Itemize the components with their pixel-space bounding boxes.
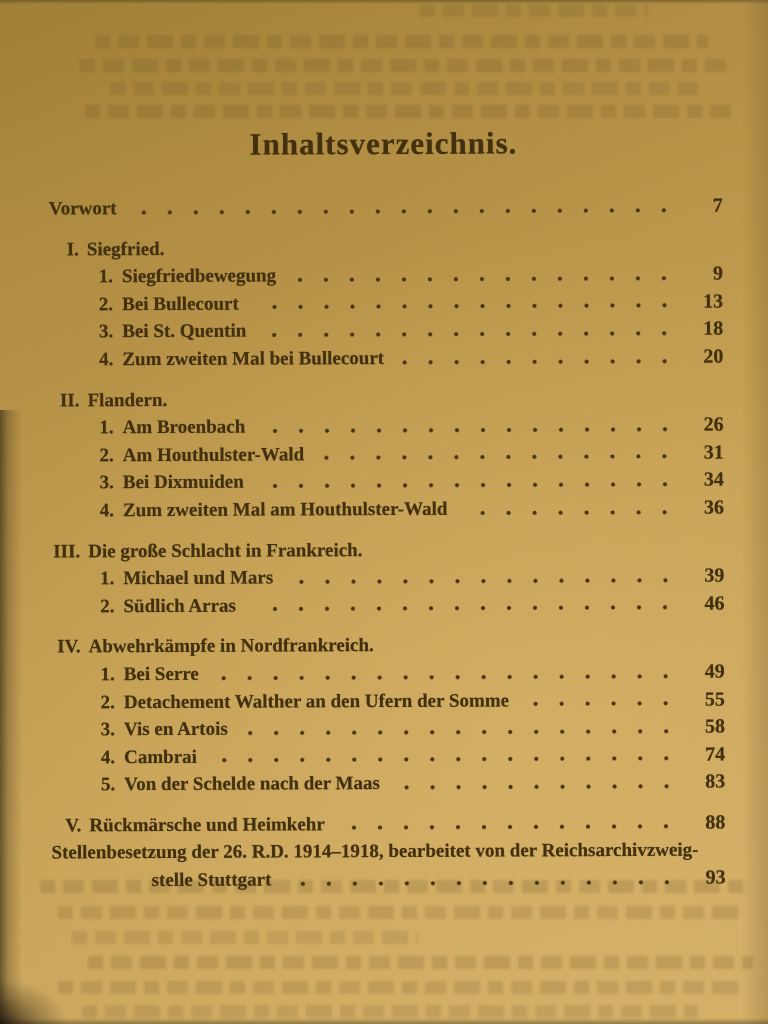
- toc-numeral: 2.: [100, 691, 115, 713]
- toc-entry-label: Siegfriedbewegung: [121, 265, 277, 288]
- toc-entry-label: Siegfried.: [86, 238, 165, 260]
- toc-entry-label: Vorwort: [48, 198, 117, 220]
- dot-leader: [396, 769, 679, 798]
- page-title: Inhaltsverzeichnis.: [249, 125, 518, 162]
- toc-row: [45, 233, 723, 264]
- toc-numeral: 4.: [100, 746, 116, 768]
- toc-entry-label: Am Houthulster-Wald: [122, 444, 305, 466]
- dot-leader: [525, 686, 679, 714]
- toc-numeral: II.: [59, 389, 80, 411]
- toc-entry-label: Michael und Mars: [123, 567, 274, 590]
- toc-page-number: 83: [705, 770, 726, 793]
- dot-leader: [463, 495, 678, 524]
- toc-numeral: 1.: [100, 664, 115, 686]
- page-right-edge-shadow: [742, 0, 768, 1024]
- toc-page-number: 36: [703, 496, 725, 519]
- toc-page-number: 7: [712, 194, 723, 217]
- table-of-contents: [44, 117, 725, 896]
- toc-page-number: 34: [703, 468, 724, 491]
- toc-page-number: 20: [703, 345, 724, 368]
- toc-numeral: 1.: [100, 568, 115, 590]
- toc-row: [47, 809, 725, 840]
- toc-numeral: 1.: [99, 417, 114, 439]
- toc-row: [48, 865, 726, 896]
- toc-numeral: 3.: [98, 321, 114, 343]
- toc-row: [46, 535, 724, 566]
- toc-page-number: 46: [704, 592, 725, 615]
- toc-entry-label: Von der Schelde nach der Maas: [124, 773, 380, 796]
- dot-leader: [255, 289, 677, 318]
- toc-row: [46, 494, 724, 525]
- toc-entry-label: Bei Dixmuiden: [122, 471, 244, 494]
- toc-row: [46, 467, 724, 498]
- dot-leader: [133, 193, 677, 223]
- toc-row: [47, 741, 725, 772]
- toc-row: [46, 412, 724, 443]
- dot-leader: [400, 344, 677, 373]
- toc-page-number: 55: [704, 688, 725, 711]
- toc-page-number: 31: [703, 441, 724, 464]
- toc-numeral: 2.: [100, 595, 115, 617]
- toc-numeral: IV.: [57, 636, 81, 658]
- toc-row: [47, 631, 725, 662]
- toc-page-number: 93: [705, 866, 726, 889]
- dot-leader: [244, 714, 679, 743]
- toc-entry-label: Rückmärsche und Heimkehr: [89, 814, 325, 837]
- toc-row: [47, 686, 725, 717]
- toc-row: [45, 316, 723, 347]
- dot-leader: [252, 590, 679, 619]
- toc-entry-label: Zum zweiten Mal bei Bullecourt: [122, 347, 385, 371]
- dot-leader: [292, 261, 677, 290]
- toc-numeral: 4.: [99, 349, 114, 371]
- toc-row: [45, 193, 723, 224]
- row-spacer: [167, 403, 723, 405]
- toc-row: [45, 384, 723, 415]
- dot-leader: [213, 741, 679, 771]
- toc-row: [45, 288, 723, 319]
- toc-page-number: 58: [704, 715, 726, 738]
- toc-numeral: 1.: [98, 266, 114, 288]
- toc-row: [47, 837, 725, 868]
- toc-row: [47, 714, 725, 745]
- toc-numeral: 2.: [98, 293, 114, 316]
- row-spacer: [374, 650, 725, 652]
- toc-entry-label: Bei Serre: [123, 663, 199, 686]
- toc-row: [47, 769, 725, 800]
- dot-leader: [260, 467, 678, 496]
- toc-entry-label: Die große Schlacht in Frankreich.: [88, 539, 363, 562]
- toc-entry-label: Flandern.: [87, 389, 168, 411]
- toc-row: [46, 439, 724, 470]
- toc-entry-label: Detachement Walther an den Ufern der Somme: [123, 689, 510, 713]
- toc-entry-label: stelle Stuttgart: [151, 869, 272, 892]
- toc-numeral: 3.: [99, 472, 114, 494]
- toc-numeral: 4.: [99, 500, 115, 522]
- dot-leader: [215, 659, 679, 689]
- page-bottom-edge-shadow: [0, 1018, 768, 1024]
- dot-leader: [261, 412, 677, 441]
- dot-leader: [287, 865, 679, 894]
- show-through-bottom: [0, 880, 768, 1018]
- show-through-top: [0, 0, 768, 118]
- toc-numeral: 5.: [100, 774, 116, 796]
- toc-entry-label: Cambrai: [124, 746, 197, 768]
- toc-numeral: 3.: [100, 719, 116, 741]
- toc-numeral: V.: [65, 815, 82, 837]
- toc-entry-label: Stellenbesetzung der 26. R.D. 1914–1918, bearbeitet von der Reichsarchivzweig-: [51, 840, 699, 864]
- toc-page-number: 13: [703, 290, 724, 313]
- toc-page-number: 39: [704, 564, 725, 587]
- dot-leader: [341, 810, 680, 839]
- toc-numeral: III.: [53, 540, 81, 562]
- toc-entry-label: Zum zweiten Mal am Houthulster-Wald: [122, 498, 448, 522]
- toc-entry-label: Bei St. Quentin: [122, 320, 247, 343]
- toc-row: [46, 590, 724, 621]
- row-spacer: [164, 252, 722, 254]
- toc-page-number: 49: [704, 660, 725, 683]
- toc-row: [47, 658, 725, 689]
- toc-page-number: 18: [703, 317, 724, 340]
- toc-page-number: 88: [705, 811, 726, 834]
- dot-leader: [262, 316, 677, 345]
- toc-row: [46, 563, 724, 594]
- toc-numeral: I.: [66, 238, 79, 260]
- toc-page-number: 26: [703, 413, 724, 436]
- dot-leader: [289, 563, 678, 592]
- toc-page-number: 74: [705, 743, 726, 766]
- toc-entry-label: Vis en Artois: [123, 718, 228, 741]
- toc-row: [45, 343, 723, 374]
- toc-row: [45, 261, 723, 292]
- toc-entry-label: Bei Bullecourt: [122, 293, 239, 315]
- toc-list: [45, 193, 726, 896]
- row-spacer: [362, 554, 724, 556]
- toc-entry-label: Am Broenbach: [122, 416, 246, 439]
- toc-page-number: 9: [712, 262, 724, 285]
- toc-numeral: 2.: [99, 444, 114, 466]
- toc-entry-label: Südlich Arras: [123, 595, 236, 617]
- dot-leader: [320, 439, 678, 468]
- toc-entry-label: Abwehrkämpfe in Nordfrankreich.: [88, 635, 374, 658]
